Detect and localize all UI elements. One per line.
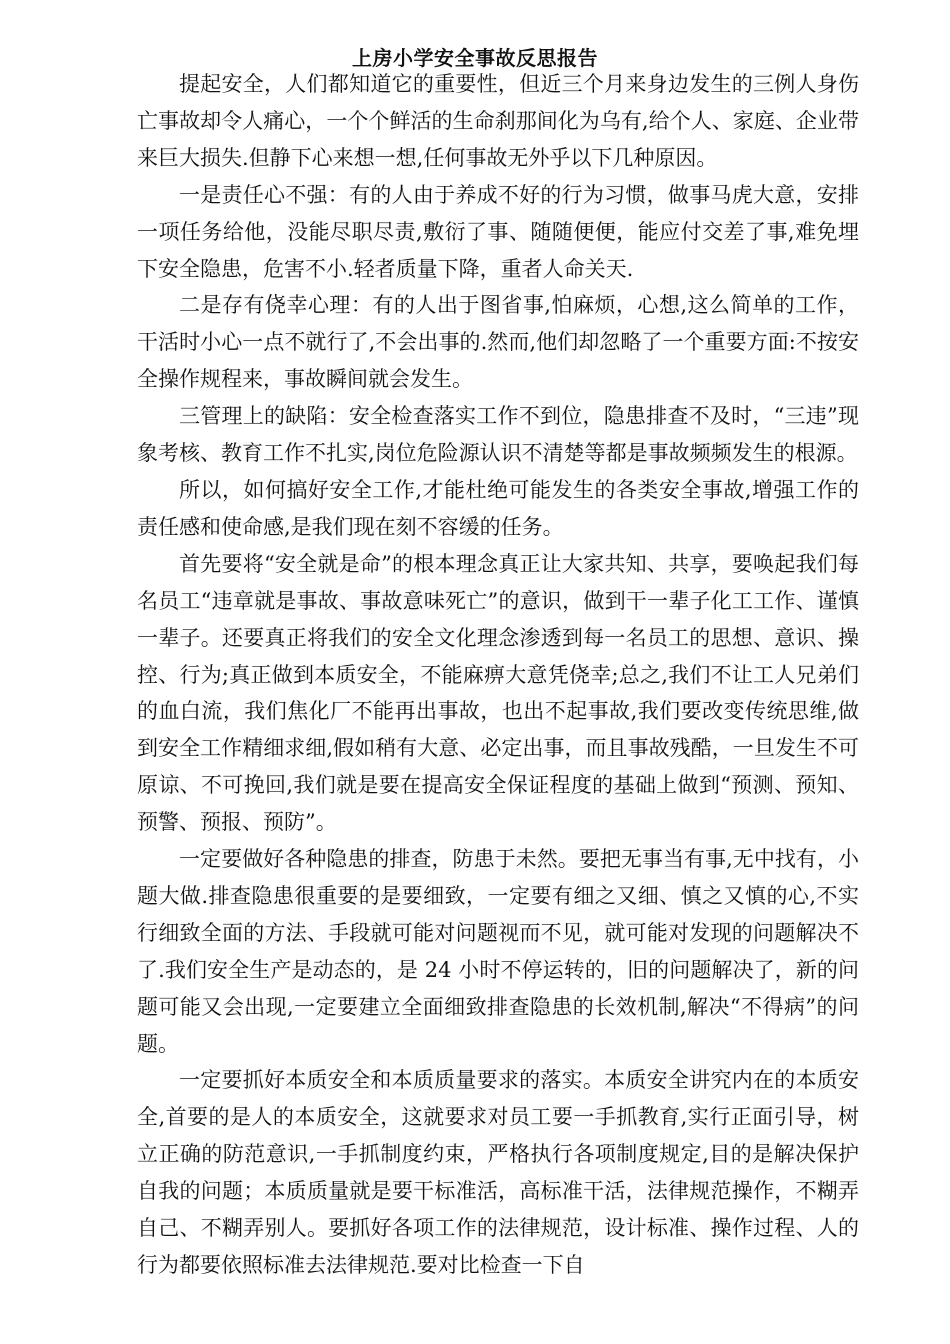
document-title: 上房小学安全事故反思报告 <box>352 46 598 70</box>
paragraph-intrinsic-safety: 一定要抓好本质安全和本质质量要求的落实。本质安全讲究内在的本质安全,首要的是人的本质安全，这就要求对员工要一手抓教育,实行正面引导，树立正确的防范意识,一手抓制度约束，严格执行各项制度规定,目的是解决保护自我的问题；本质质量就是要干标准活，高标准干活，法律规范操作，不糊弄自己、不糊弄别人。要抓好各项工作的法律规范，设计标准、操作过程、人的行为都要依照标准去法律规范.要对比检查一下自 <box>137 1068 859 1277</box>
paragraph-hazard-check: 一定要做好各种隐患的排查，防患于未然。要把无事当有事,无中找有，小题大做.排查隐患很重要的是要细致，一定要有细之又细、慎之又慎的心,不实行细致全面的方法、手段就可能对问题视而不见，就可能对发现的问题解决不了.我们安全生产是动态的，是 24 小时不停运转的，旧的问题解决了，新的问题可能又会出现,一定要建立全面细致排查隐患的长效机制,解决“不得病”的问题。 <box>137 847 859 1056</box>
paragraph-luck-mentality: 二是存有侥幸心理：有的人出于图省事,怕麻烦，心想,这么简单的工作，干活时小心一点不就行了,不会出事的.然而,他们却忽略了一个重要方面:不按安全操作规程来，事故瞬间就会发生。 <box>137 293 859 392</box>
document-body <box>137 66 859 1284</box>
paragraph-task: 所以，如何搞好安全工作,才能杜绝可能发生的各类安全事故,增强工作的责任感和使命感,是我们现在刻不容缓的任务。 <box>137 477 859 539</box>
paragraph-management-defects: 三管理上的缺陷：安全检查落实工作不到位，隐患排查不及时，“三违”现象考核、教育工作不扎实,岗位危险源认识不清楚等都是事故频频发生的根源。 <box>137 404 859 466</box>
paragraph-safety-concept: 首先要将“安全就是命”的根本理念真正让大家共知、共享，要唤起我们每名员工“违章就是事故、事故意味死亡”的意识，做到干一辈子化工工作、谨慎一辈子。还要真正将我们的安全文化理念渗透到每一名员工的思想、意识、操控、行为;真正做到本质安全，不能麻痹大意凭侥幸;总之,我们不让工人兄弟们的血白流，我们焦化厂不能再出事故，也出不起事故,我们要改变传统思维,做到安全工作精细求细,假如稍有大意、必定出事，而且事故残酷，一旦发生不可原谅、不可挽回,我们就是要在提高安全保证程度的基础上做到“预测、预知、预警、预报、预防”。 <box>137 551 859 835</box>
paragraph-responsibility: 一是责任心不强：有的人由于养成不好的行为习惯，做事马虎大意，安排一项任务给他，没能尽职尽责,敷衍了事、随随便便，能应付交差了事,难免埋下安全隐患，危害不小.轻者质量下降，重者人命关天. <box>137 182 859 281</box>
paragraph-intro: 提起安全，人们都知道它的重要性，但近三个月来身边发生的三例人身伤亡事故却令人痛心，一个个鲜活的生命刹那间化为乌有,给个人、家庭、企业带来巨大损失.但静下心来想一想,任何事故无外乎以下几种原因。 <box>137 72 859 170</box>
